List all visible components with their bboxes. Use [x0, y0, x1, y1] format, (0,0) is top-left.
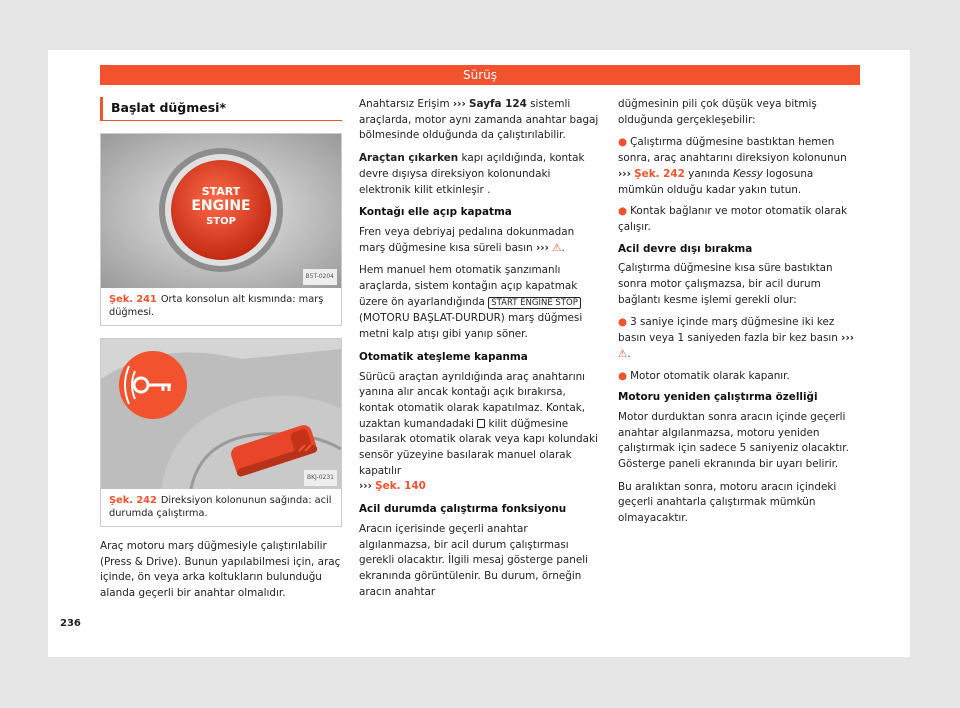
bold-text: Araçtan çıkarken: [359, 152, 459, 165]
text: Hem manuel hem otomatik şanzımanlı araçlarda, sistem kontağın açıp kapatmak üzere ön ayarlandığında: [359, 264, 578, 308]
page-number: 236: [60, 618, 81, 629]
column-1: [100, 97, 342, 609]
bullet-icon: ●: [618, 136, 628, 149]
stop-label: STOP: [206, 216, 236, 227]
arrow-icon: ›››: [452, 98, 466, 110]
subheading: Kontağı elle açıp kapatma: [359, 206, 512, 219]
key-label: START ENGINE STOP: [488, 297, 581, 309]
subheading: Otomatik ateşleme kapanma: [359, 350, 528, 363]
paragraph: Fren veya debriyaj pedalına dokunmadan marş düğmesine kısa süreli basın ››› ⚠.: [359, 225, 575, 254]
italic-text: Kessy: [733, 167, 763, 180]
warning-icon[interactable]: ⚠: [618, 347, 628, 360]
paragraph: Çalıştırma düğmesine kısa süre bastıktan sonra motor çalışmazsa, bir acil durum bağlantı kesme işlemi gerekli olur:: [618, 262, 833, 306]
caption-text: Direksiyon kolonunun sağında: acil durumda çalıştırma.: [109, 495, 332, 519]
paragraph: Motor durduktan sonra aracın içinde geçerli anahtar algılanmazsa, motoru yeniden çalıştırmak için sadece 5 saniyeniz olacaktır. Gösterge paneli ekranında bir uyarı belirir.: [618, 410, 849, 471]
arrow-icon: ›››: [536, 241, 549, 254]
figure-link[interactable]: Şek. 140: [375, 480, 426, 493]
page-title: Başlat düğmesi*: [100, 97, 342, 121]
figure-code: B5T-0204: [303, 269, 337, 285]
figure-241-image: [101, 134, 341, 288]
paragraph: [359, 97, 601, 144]
bullet-item: [618, 369, 860, 385]
bullet-item: [618, 135, 860, 198]
figure-242: [100, 338, 342, 527]
subheading: Motoru yeniden çalıştırma özelliği: [618, 391, 818, 404]
text: Çalıştırma düğmesine bastıktan hemen sonra, araç anahtarını direksiyon kolonunun: [618, 136, 847, 165]
column-2: [359, 97, 601, 607]
steering-column-illustration: [101, 339, 341, 489]
subheading: Acil durumda çalıştırma fonksiyonu: [359, 503, 567, 516]
bullet-icon: ●: [618, 369, 628, 382]
arrow-icon: ›››: [359, 480, 372, 493]
intro-paragraph: Araç motoru marş düğmesiyle çalıştırılabilir (Press & Drive). Bunun yapılabilmesi için, araç içinde, ön veya arka koltukların bulunduğu alanda geçerli bir anahtar olmalıdır.: [100, 540, 341, 600]
arrow-icon: ›››: [618, 167, 631, 180]
text: Kontak bağlanır ve motor otomatik olarak çalışır.: [618, 205, 848, 233]
paragraph: Aracın içerisinde geçerli anahtar algılanmazsa, bir acil durum çalıştırması gerekli olacaktır. İlgili mesaj gösterge paneli ekranında görüntülenir. Bu durum, örneğin aracın anahtar: [359, 522, 589, 598]
bullet-item: ● 3 saniye içinde marş düğmesine iki kez basın veya 1 saniyeden fazla bir kez basın ››› ⚠.: [618, 316, 855, 360]
start-label: START: [201, 185, 241, 198]
engine-label: ENGINE: [191, 198, 251, 214]
figure-label: Şek. 241: [109, 294, 157, 305]
subheading: Acil devre dışı bırakma: [618, 242, 753, 255]
bullet-item: [618, 204, 860, 235]
figure-link[interactable]: Şek. 242: [634, 167, 685, 180]
text: Fren veya debriyaj pedalına dokunmadan marş düğmesine kısa süreli basın: [359, 225, 575, 254]
figure-241-caption: [101, 288, 341, 325]
page-link[interactable]: Sayfa 124: [469, 98, 527, 110]
column-3: [618, 97, 860, 534]
warning-icon[interactable]: ⚠: [552, 241, 562, 254]
figure-241: [100, 133, 342, 326]
paragraph: [359, 151, 601, 198]
text: 3 saniye içinde marş düğmesine iki kez basın veya 1 saniyeden fazla bir kez basın: [618, 316, 838, 345]
figure-242-image: [101, 339, 341, 489]
text: sistemli araçlarda, motor aynı zamanda anahtar bagaj bölmesinde olduğunda da çalıştırılabilir.: [359, 98, 599, 142]
text: logosuna mümkün olduğu kadar yakın tutun.: [618, 167, 814, 196]
paragraph: düğmesinin pili çok düşük veya bitmiş olduğunda gerçekleşebilir:: [618, 98, 817, 126]
paragraph: [359, 370, 601, 496]
text: yanında: [684, 167, 734, 180]
figure-label: Şek. 242: [109, 495, 157, 506]
caption-text: Orta konsolun alt kısmında: marş düğmesi.: [109, 294, 324, 318]
figure-242-caption: [101, 489, 341, 526]
section-header: Sürüş: [100, 65, 860, 85]
text: Motor otomatik olarak kapanır.: [630, 369, 790, 382]
text: kilit düğmesine basılarak otomatik olarak veya kapı kolundaki sensör yüzeyine basılarak manuel olarak kapatılır: [359, 417, 598, 477]
figure-code: BKJ-0231: [304, 470, 337, 486]
bullet-icon: ●: [618, 316, 628, 329]
arrow-icon: ›››: [841, 332, 855, 345]
text: kapı açıldığında, kontak devre dışıysa direksiyon kolonundaki elektronik kilit etkinleşir .: [359, 152, 585, 196]
text: Anahtarsız Erişim: [359, 98, 453, 110]
text: (MOTORU BAŞLAT-DURDUR) marş düğmesi metni kalp atışı gibi yanıp söner.: [359, 312, 583, 341]
paragraph: [359, 263, 601, 343]
bullet-icon: ●: [618, 205, 628, 218]
text: Sürücü araçtan ayrıldığında araç anahtarını yanına alır ancak kontağı açık bırakırsa, kontak otomatik olarak kapatılmaz. Kontak, uzaktan kumandadaki: [359, 370, 586, 430]
paragraph: Bu aralıktan sonra, motoru aracın içindeki geçerli anahtarla çalıştırmak mümkün olmayacaktır.: [618, 480, 837, 525]
